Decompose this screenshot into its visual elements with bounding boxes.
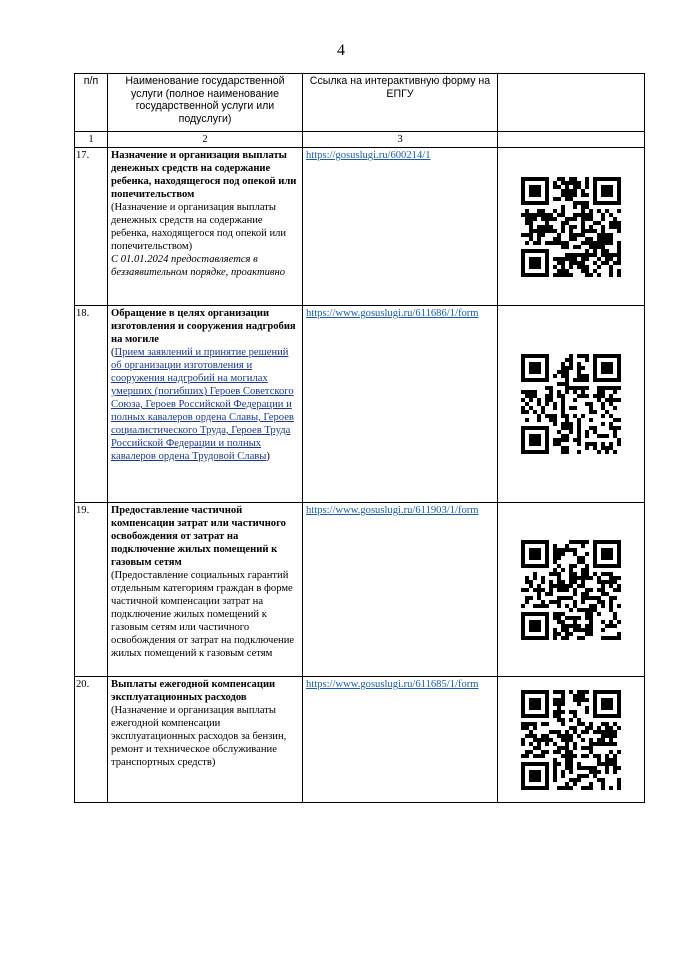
page-number: 4 xyxy=(337,42,345,59)
qr-cell xyxy=(498,503,645,677)
services-table xyxy=(74,73,645,803)
service-name-cell xyxy=(108,148,303,306)
qr-code-icon xyxy=(521,690,621,790)
service-description-link[interactable]: Прием заявлений и принятие решений об организации изготовления и сооружения надгробий на могилах умерших (погибших) Героев Советского Союза, Героев Российской Федерации и полных кавалеров ордена Славы, Героев социалистического Труда, Героев Труда Российской Федерации и полных кавалеров ордена Трудовой Славы xyxy=(111,347,294,462)
table-row xyxy=(75,677,645,803)
service-title: Назначение и организация выплаты денежных средств на содержание ребенка, находящегося под опекой или попечительством xyxy=(111,150,297,200)
header-link: Ссылка на интерактивную форму на ЕПГУ xyxy=(303,74,498,132)
table-row xyxy=(75,306,645,503)
service-name-cell xyxy=(108,503,303,677)
index-cell xyxy=(498,132,645,148)
row-number: 19. xyxy=(75,503,108,677)
description-close-paren: ) xyxy=(266,451,270,462)
index-row xyxy=(75,132,645,148)
link-cell xyxy=(303,503,498,677)
epgu-link[interactable]: https://www.gosuslugi.ru/611685/1/form xyxy=(306,679,479,690)
header-service-name: Наименование государственной услуги (полное наименование государственной услуги или подуслуги) xyxy=(108,74,303,132)
service-description: (Назначение и организация выплаты ежегодной компенсации эксплуатационных расходов за бензин, ремонт и техническое обслуживание транспортных средств) xyxy=(111,705,287,768)
service-title: Предоставление частичной компенсации затрат или частичного освобождения от затрат на подключение жилых помещений к газовым сетям xyxy=(111,505,286,568)
header-num: п/п xyxy=(75,74,108,132)
service-title: Обращение в целях организации изготовления и сооружения надгробия на могиле xyxy=(111,308,296,345)
qr-cell xyxy=(498,306,645,503)
row-number: 18. xyxy=(75,306,108,503)
index-cell: 3 xyxy=(303,132,498,148)
service-description: (Назначение и организация выплаты денежных средств на содержание ребенка, находящегося под опекой или попечительством) xyxy=(111,202,287,252)
index-cell: 2 xyxy=(108,132,303,148)
link-cell xyxy=(303,148,498,306)
link-cell xyxy=(303,677,498,803)
service-name-cell xyxy=(108,677,303,803)
index-cell: 1 xyxy=(75,132,108,148)
table-row xyxy=(75,503,645,677)
row-number: 20. xyxy=(75,677,108,803)
qr-cell xyxy=(498,148,645,306)
epgu-link[interactable]: https://www.gosuslugi.ru/611686/1/form xyxy=(306,308,479,319)
epgu-link[interactable]: https://gosuslugi.ru/600214/1 xyxy=(306,150,431,161)
qr-code-icon xyxy=(521,540,621,640)
qr-code-icon xyxy=(521,177,621,277)
qr-code-icon xyxy=(521,354,621,454)
service-name-cell xyxy=(108,306,303,503)
service-description xyxy=(111,346,299,463)
table-row xyxy=(75,148,645,306)
header-row xyxy=(75,74,645,132)
qr-cell xyxy=(498,677,645,803)
service-title: Выплаты ежегодной компенсации эксплуатационных расходов xyxy=(111,679,276,703)
header-qr xyxy=(498,74,645,132)
link-cell xyxy=(303,306,498,503)
epgu-link[interactable]: https://www.gosuslugi.ru/611903/1/form xyxy=(306,505,479,516)
description-open-paren: ( xyxy=(111,347,115,358)
row-number: 17. xyxy=(75,148,108,306)
service-note: С 01.01.2024 предоставляется в беззаявительном порядке, проактивно xyxy=(111,254,286,278)
service-description: (Предоставление социальных гарантий отдельным категориям граждан в форме частичной компенсации затрат на подключение жилых помещений к газовым сетям или частичного освобождения от затрат на подключение жилых помещений к газовым сетям xyxy=(111,570,295,659)
